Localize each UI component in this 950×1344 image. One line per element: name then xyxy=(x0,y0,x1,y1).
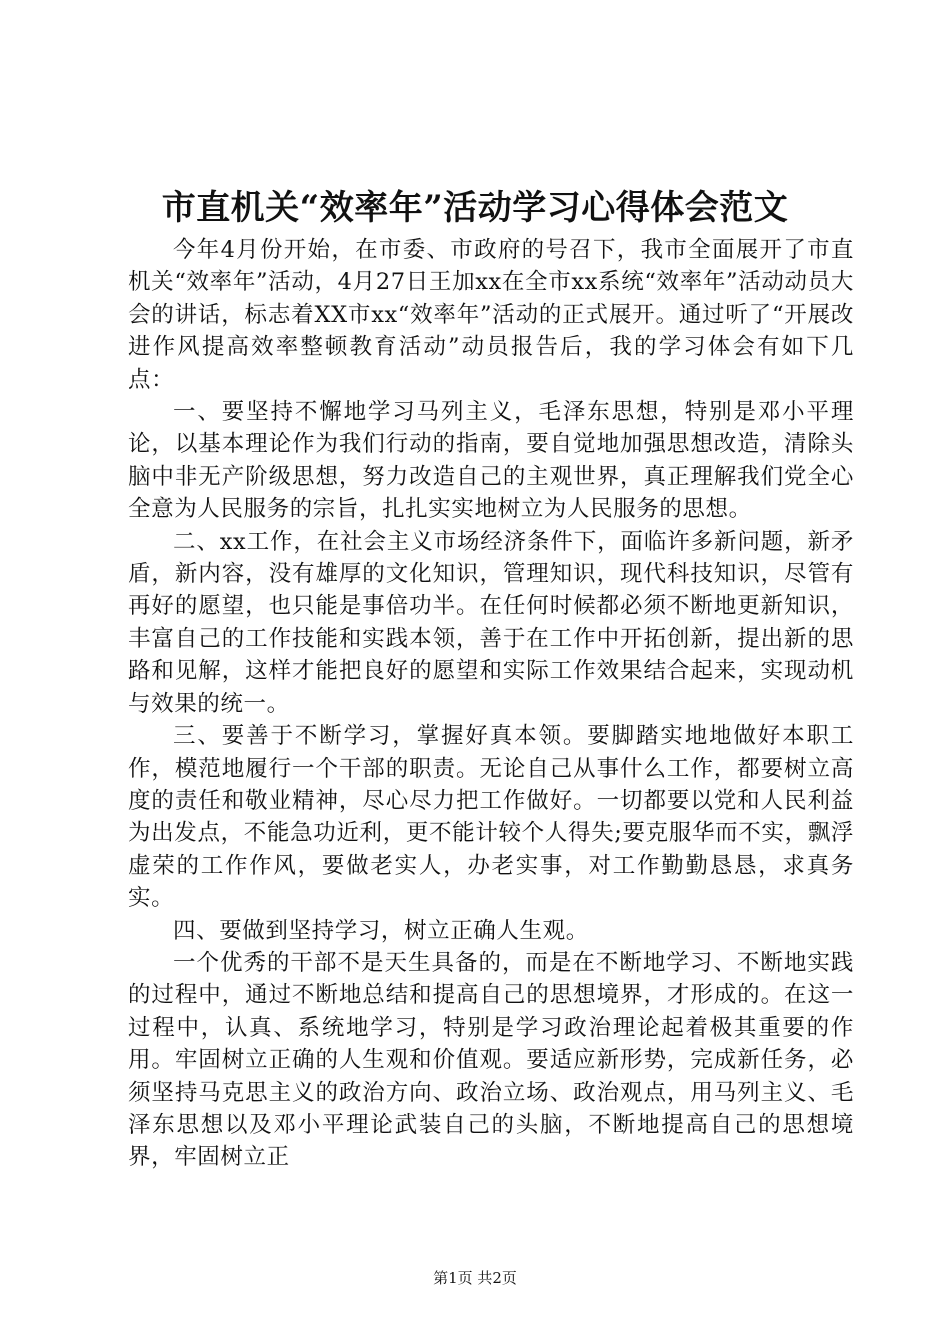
paragraph-point-4-body: 一个优秀的干部不是天生具备的，而是在不断地学习、不断地实践的过程中，通过不断地总结和提高自己的思想境界，才形成的。在这一过程中，认真、系统地学习，特别是学习政治理论起着极其重要的作用。牢固树立正确的人生观和价值观。要适应新形势，完成新任务，必须坚持马克思主义的政治方向、政治立场、政治观点，用马列主义、毛泽东思想以及邓小平理论武装自己的头脑，不断地提高自己的思想境界，牢固树立正 xyxy=(128,949,854,1171)
paragraph-intro: 今年4月份开始，在市委、市政府的号召下，我市全面展开了市直机关“效率年”活动，4月27日王加xx在全市xx系统“效率年”活动动员大会的讲话，标志着XX市xx“效率年”活动的正式展开。通过听了“开展改进作风提高效率整顿教育活动”动员报告后，我的学习体会有如下几点： xyxy=(128,237,854,393)
document-title: 市直机关“效率年”活动学习心得体会范文 xyxy=(161,188,789,228)
paragraph-point-3: 三、要善于不断学习，掌握好真本领。要脚踏实地地做好本职工作，模范地履行一个干部的职责。无论自己从事什么工作，都要树立高度的责任和敬业精神，尽心尽力把工作做好。一切都要以党和人民利益为出发点，不能急功近利，更不能计较个人得失;要克服华而不实，飘浮虚荣的工作作风，要做老实人，办老实事，对工作勤勤恳恳，求真务实。 xyxy=(128,723,854,912)
paragraph-point-1: 一、要坚持不懈地学习马列主义，毛泽东思想，特别是邓小平理论，以基本理论作为我们行动的指南，要自觉地加强思想改造，清除头脑中非无产阶级思想，努力改造自己的主观世界，真正理解我们党全心全意为人民服务的宗旨，扎扎实实地树立为人民服务的思想。 xyxy=(128,399,854,523)
document-body xyxy=(128,234,854,1174)
page-footer: 第1页 共2页 xyxy=(433,1269,517,1287)
paragraph-point-2: 二、xx工作，在社会主义市场经济条件下，面临许多新问题，新矛盾，新内容，没有雄厚的文化知识，管理知识，现代科技知识，尽管有再好的愿望，也只能是事倍功半。在任何时候都必须不断地更新知识，丰富自己的工作技能和实践本领，善于在工作中开拓创新，提出新的思路和见解，这样才能把良好的愿望和实际工作效果结合起来，实现动机与效果的统一。 xyxy=(128,528,854,717)
paragraph-point-4-heading: 四、要做到坚持学习，树立正确人生观。 xyxy=(173,917,589,944)
